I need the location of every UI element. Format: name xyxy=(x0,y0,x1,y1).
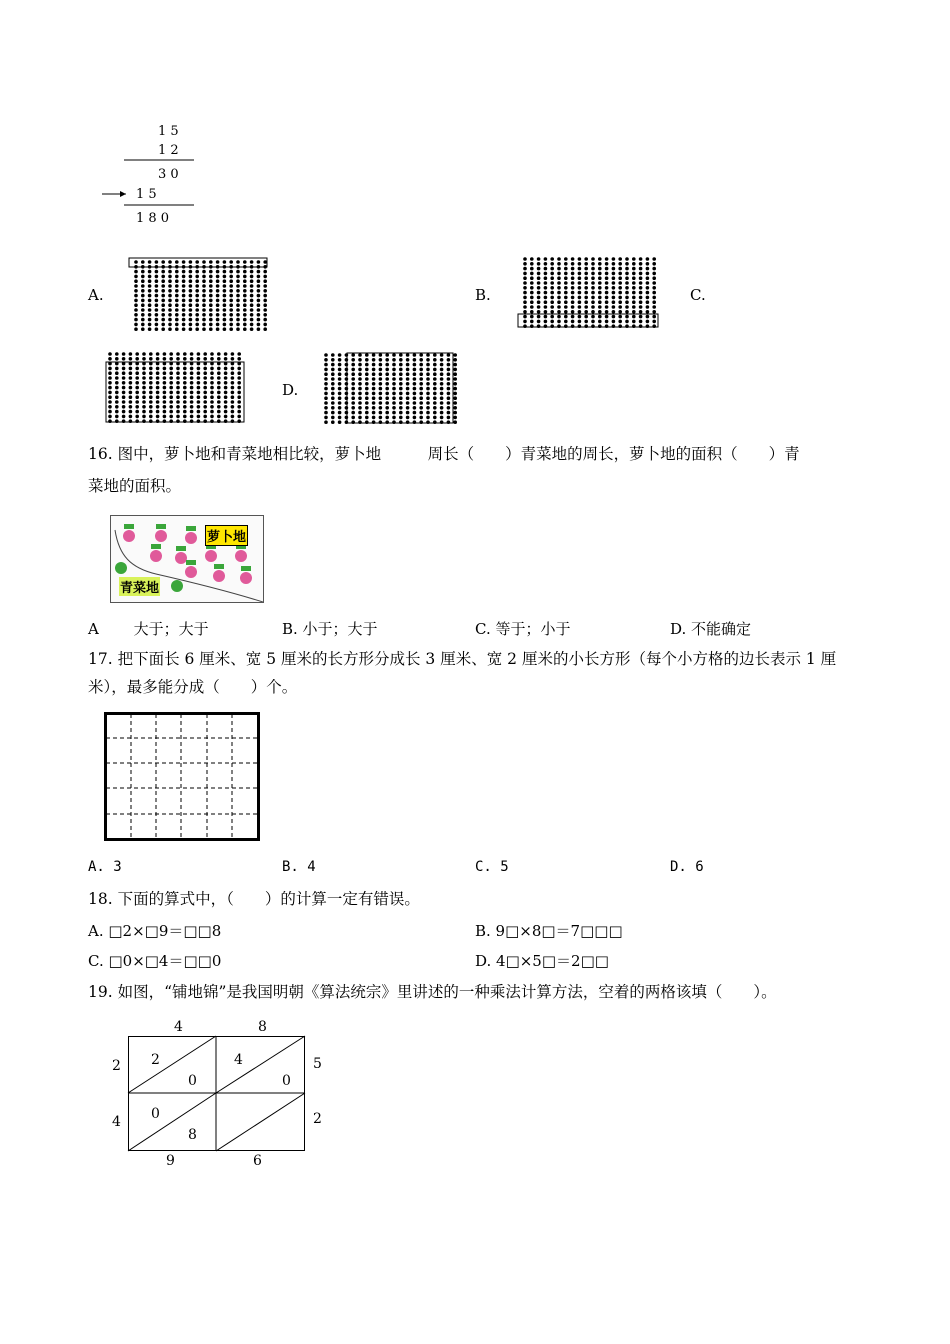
q18-option-d: D. 4□×5□＝2□□ xyxy=(475,952,609,970)
q16-option-d: D. 不能确定 xyxy=(670,620,752,638)
lattice-left-1: 2 xyxy=(112,1058,121,1074)
q15-option-d-label: D. xyxy=(282,381,299,399)
q15-option-b-label: B. xyxy=(475,286,491,304)
mult-row-1: 1 5 xyxy=(158,124,179,139)
q17-option-d: D. 6 xyxy=(670,859,704,875)
mult-row-4: 1 5 xyxy=(136,187,157,202)
label-greens-field: 青菜地 xyxy=(119,577,160,596)
lattice-cell-2-lower: 0 xyxy=(282,1073,291,1089)
lattice-cell-2-upper: 4 xyxy=(234,1052,243,1068)
lattice-cell-1-upper: 2 xyxy=(151,1052,160,1068)
lattice-right-2: 2 xyxy=(313,1111,322,1127)
mult-lines xyxy=(0,0,80,110)
q17-option-b: B. 4 xyxy=(282,859,316,875)
q15-dot-array-a xyxy=(132,258,278,340)
q15-dot-array-b xyxy=(521,255,667,337)
mult-row-5: 1 8 0 xyxy=(136,211,170,226)
lattice-bottom-2: 6 xyxy=(253,1153,262,1169)
lattice-bottom-1: 9 xyxy=(166,1153,175,1169)
q16-field-image xyxy=(110,515,264,603)
q18-text-line1: 18. 下面的算式中，（ ）的计算一定有错误。 xyxy=(88,890,420,908)
lattice-cell-1-lower: 0 xyxy=(188,1073,197,1089)
mult-row-2: 1 2 xyxy=(158,143,179,158)
label-radish-field: 萝卜地 xyxy=(205,525,248,546)
q17-grid xyxy=(104,712,264,842)
q17-option-c: C. 5 xyxy=(475,859,509,875)
q18-option-b: B. 9□×8□＝7□□□ xyxy=(475,922,623,940)
mult-row-3: 3 0 xyxy=(158,167,179,182)
q15-dot-array-c xyxy=(106,350,252,432)
lattice-cell-3-upper: 0 xyxy=(151,1106,160,1122)
q16-option-b: B. 小于；大于 xyxy=(282,620,378,638)
q16-option-a: A 大于；大于 xyxy=(88,620,209,638)
q16-text-line2: 菜地的面积。 xyxy=(88,477,182,495)
q18-option-a: A. □2×□9＝□□8 xyxy=(88,922,222,940)
q18-option-c: C. □0×□4＝□□0 xyxy=(88,952,222,970)
q16-text-line1: 16. 图中，萝卜地和青菜地相比较，萝卜地 周长（ ）青菜地的周长，萝卜地的面积（ ）青 xyxy=(88,445,800,463)
q19-text-line1: 19. 如图，“铺地锦”是我国明朝《算法统宗》里讲述的一种乘法计算方法，空着的两格该填（ ）。 xyxy=(88,983,777,1001)
q17-text-line1: 17. 把下面长 6 厘米、宽 5 厘米的长方形分成长 3 厘米、宽 2 厘米的小长方形（每个小方格的边长表示 1 厘 xyxy=(88,650,837,668)
q15-dot-array-d xyxy=(322,351,468,433)
q15-option-a-label: A. xyxy=(88,286,104,304)
lattice-top-2: 8 xyxy=(258,1019,267,1035)
q16-option-c: C. 等于；小于 xyxy=(475,620,571,638)
lattice-cell-3-lower: 8 xyxy=(188,1127,197,1143)
lattice-right-1: 5 xyxy=(313,1056,322,1072)
q17-text-line2: 米），最多能分成（ ）个。 xyxy=(88,678,298,696)
lattice-left-2: 4 xyxy=(112,1114,121,1130)
q17-option-a: A. 3 xyxy=(88,859,122,875)
q15-option-c-label: C. xyxy=(690,286,706,304)
lattice-top-1: 4 xyxy=(174,1019,183,1035)
